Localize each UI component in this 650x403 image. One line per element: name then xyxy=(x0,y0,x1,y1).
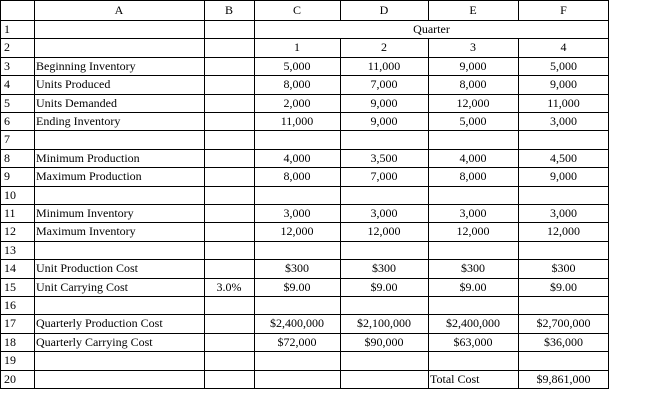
table-cell[interactable]: $9.00 xyxy=(283,279,311,294)
table-cell[interactable]: 9,000 xyxy=(370,114,398,128)
table-cell[interactable]: $63,000 xyxy=(453,334,493,349)
quarter-number-1[interactable]: 1 xyxy=(294,40,300,55)
row-header-17[interactable]: 17 xyxy=(4,316,16,331)
table-cell[interactable]: $300 xyxy=(551,261,576,276)
quarter-number-2[interactable]: 2 xyxy=(381,40,387,55)
row-header-20[interactable]: 20 xyxy=(4,371,16,386)
total-cost-value[interactable]: $9,861,000 xyxy=(536,371,591,386)
row-header-7[interactable]: 7 xyxy=(4,132,10,147)
table-cell[interactable]: 5,000 xyxy=(283,58,311,73)
row-header-4[interactable]: 4 xyxy=(4,77,10,92)
row-header-8[interactable]: 8 xyxy=(4,150,10,165)
grid-v-line xyxy=(518,0,519,21)
row-header-6[interactable]: 6 xyxy=(4,114,10,128)
column-header-e[interactable]: E xyxy=(469,3,477,17)
table-cell[interactable]: 9,000 xyxy=(459,58,487,73)
grid-v-line xyxy=(518,38,519,388)
table-cell[interactable]: 4,000 xyxy=(283,150,311,165)
table-cell[interactable]: 12,000 xyxy=(367,224,401,239)
table-cell[interactable]: $9.00 xyxy=(459,279,487,294)
table-cell[interactable]: 11,000 xyxy=(280,114,314,128)
table-cell[interactable]: $2,700,000 xyxy=(536,316,591,331)
table-cell[interactable]: $300 xyxy=(461,261,485,276)
row-header-19[interactable]: 19 xyxy=(4,353,16,368)
table-cell[interactable]: 3,000 xyxy=(459,206,487,220)
grid-v-line xyxy=(608,0,609,388)
column-header-b[interactable]: B xyxy=(224,3,233,17)
column-header-c[interactable]: C xyxy=(292,3,301,17)
table-cell[interactable]: $2,400,000 xyxy=(446,316,500,331)
row-header-5[interactable]: 5 xyxy=(4,95,10,110)
table-cell[interactable]: 9,000 xyxy=(550,169,577,184)
column-header-d[interactable]: D xyxy=(379,3,389,17)
table-cell[interactable]: 2,000 xyxy=(283,95,311,110)
table-cell[interactable]: 12,000 xyxy=(456,95,490,110)
table-cell[interactable]: $9.00 xyxy=(370,279,398,294)
table-cell[interactable]: 8,000 xyxy=(283,169,311,184)
grid-v-line xyxy=(254,0,255,388)
table-cell[interactable]: $90,000 xyxy=(364,334,404,349)
grid-v-line xyxy=(0,0,1,388)
row-header-13[interactable]: 13 xyxy=(4,242,16,257)
table-cell[interactable]: 3,000 xyxy=(370,206,398,220)
row-header-2[interactable]: 2 xyxy=(4,40,10,55)
row-label[interactable]: Maximum Inventory xyxy=(36,224,136,239)
table-cell[interactable]: 4,000 xyxy=(459,150,487,165)
row-header-16[interactable]: 16 xyxy=(4,298,16,312)
table-cell[interactable]: 8,000 xyxy=(283,77,311,92)
row-label[interactable]: Units Demanded xyxy=(36,95,117,110)
table-cell[interactable]: 4,500 xyxy=(550,150,577,165)
table-cell[interactable]: 5,000 xyxy=(550,58,577,73)
table-cell[interactable]: 9,000 xyxy=(550,77,577,92)
table-cell[interactable]: 11,000 xyxy=(367,58,401,73)
grid-v-line xyxy=(204,0,205,388)
table-cell[interactable]: $72,000 xyxy=(277,334,317,349)
row-label[interactable]: Unit Carrying Cost xyxy=(36,279,128,294)
table-cell[interactable]: $36,000 xyxy=(544,334,583,349)
total-cost-label[interactable]: Total Cost xyxy=(430,371,480,386)
grid-v-line xyxy=(428,0,429,21)
row-label[interactable]: Beginning Inventory xyxy=(36,58,136,73)
column-header-a[interactable]: A xyxy=(114,3,124,17)
grid-v-line xyxy=(340,38,341,388)
row-header-10[interactable]: 10 xyxy=(4,187,16,202)
quarter-number-4[interactable]: 4 xyxy=(560,40,567,55)
cell-b15[interactable]: 3.0% xyxy=(216,279,242,294)
grid-v-line xyxy=(428,38,429,388)
grid-v-line xyxy=(34,0,35,388)
table-cell[interactable]: 3,000 xyxy=(550,114,577,128)
table-cell[interactable]: 7,000 xyxy=(370,77,398,92)
row-header-3[interactable]: 3 xyxy=(4,58,10,73)
row-label[interactable]: Quarterly Production Cost xyxy=(36,316,163,331)
row-label[interactable]: Minimum Production xyxy=(36,150,140,165)
table-cell[interactable]: 7,000 xyxy=(370,169,398,184)
row-label[interactable]: Ending Inventory xyxy=(36,114,121,128)
table-cell[interactable]: 5,000 xyxy=(459,114,487,128)
row-label[interactable]: Unit Production Cost xyxy=(36,261,139,276)
row-label[interactable]: Minimum Inventory xyxy=(36,206,134,220)
row-header-18[interactable]: 18 xyxy=(4,334,16,349)
table-cell[interactable]: 12,000 xyxy=(547,224,580,239)
column-header-f[interactable]: F xyxy=(560,3,567,17)
table-cell[interactable]: 3,000 xyxy=(550,206,577,220)
quarter-number-3[interactable]: 3 xyxy=(470,40,476,55)
grid-v-line xyxy=(340,0,341,21)
table-cell[interactable]: $2,100,000 xyxy=(357,316,411,331)
table-cell[interactable]: $300 xyxy=(372,261,396,276)
table-cell[interactable]: $2,400,000 xyxy=(270,316,324,331)
row-header-9[interactable]: 9 xyxy=(4,169,10,184)
table-cell[interactable]: 3,500 xyxy=(370,150,398,165)
row-header-15[interactable]: 15 xyxy=(4,279,16,294)
grid-h-line xyxy=(0,388,609,389)
quarter-title[interactable]: Quarter xyxy=(413,22,450,36)
table-cell[interactable]: 9,000 xyxy=(370,95,398,110)
table-cell[interactable]: $9.00 xyxy=(550,279,577,294)
table-cell[interactable]: 11,000 xyxy=(547,95,580,110)
row-header-12[interactable]: 12 xyxy=(4,224,16,239)
row-label[interactable]: Quarterly Carrying Cost xyxy=(36,334,153,349)
row-header-11[interactable]: 11 xyxy=(4,206,16,220)
table-cell[interactable]: 12,000 xyxy=(456,224,490,239)
table-cell[interactable]: 3,000 xyxy=(283,206,311,220)
row-label[interactable]: Units Produced xyxy=(36,77,111,92)
row-header-1[interactable]: 1 xyxy=(4,22,10,36)
row-label[interactable]: Maximum Production xyxy=(36,169,142,184)
row-header-14[interactable]: 14 xyxy=(4,261,16,276)
table-cell[interactable]: 12,000 xyxy=(280,224,314,239)
table-cell[interactable]: 8,000 xyxy=(459,169,487,184)
table-cell[interactable]: $300 xyxy=(285,261,309,276)
table-cell[interactable]: 8,000 xyxy=(459,77,487,92)
